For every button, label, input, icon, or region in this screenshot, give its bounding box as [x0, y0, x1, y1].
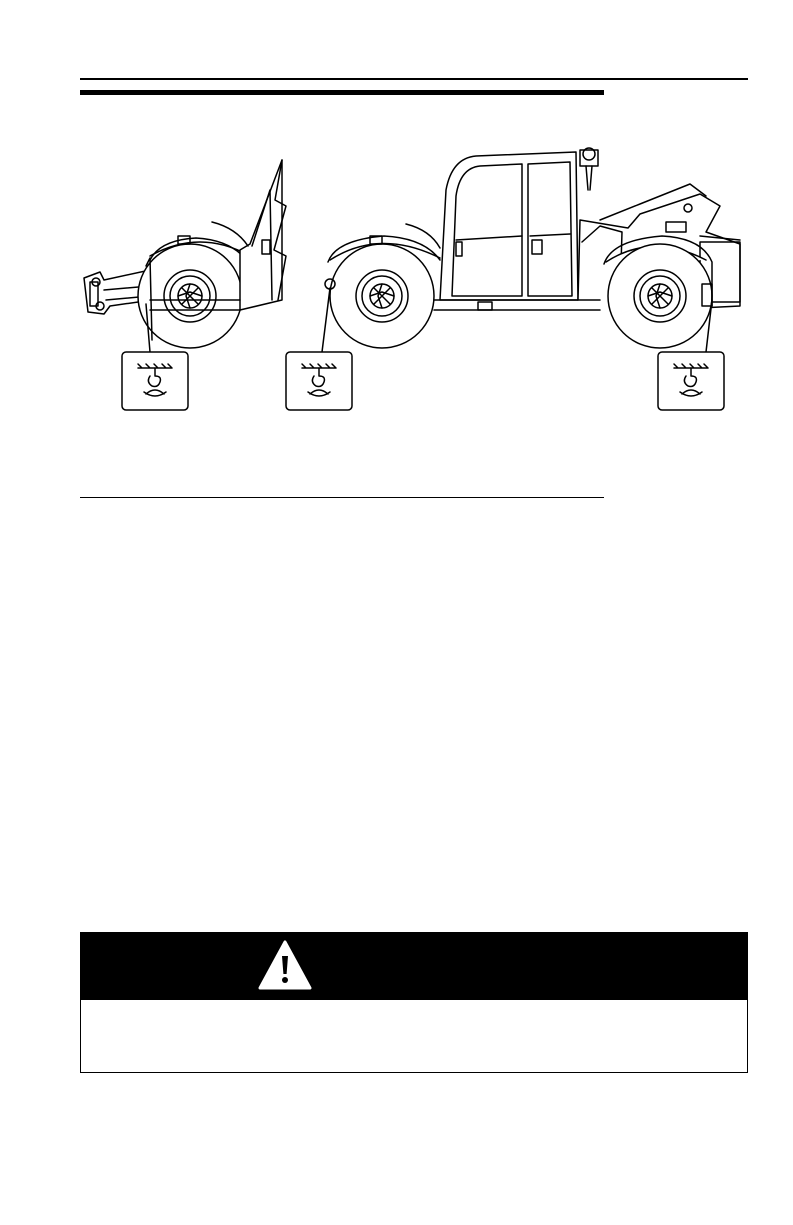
warning-header	[81, 933, 747, 1000]
leader-line-middle	[322, 288, 330, 352]
lift-point-icon	[122, 352, 188, 410]
front-view-partial	[84, 160, 286, 348]
lift-point-icon	[286, 352, 352, 410]
machine-side-view	[325, 148, 740, 348]
lift-point-icon	[658, 352, 724, 410]
figure-bottom-rule	[80, 497, 604, 498]
warning-box	[80, 932, 748, 1073]
warning-triangle-icon	[257, 939, 313, 991]
telehandler-lifting-points-figure	[0, 0, 793, 500]
